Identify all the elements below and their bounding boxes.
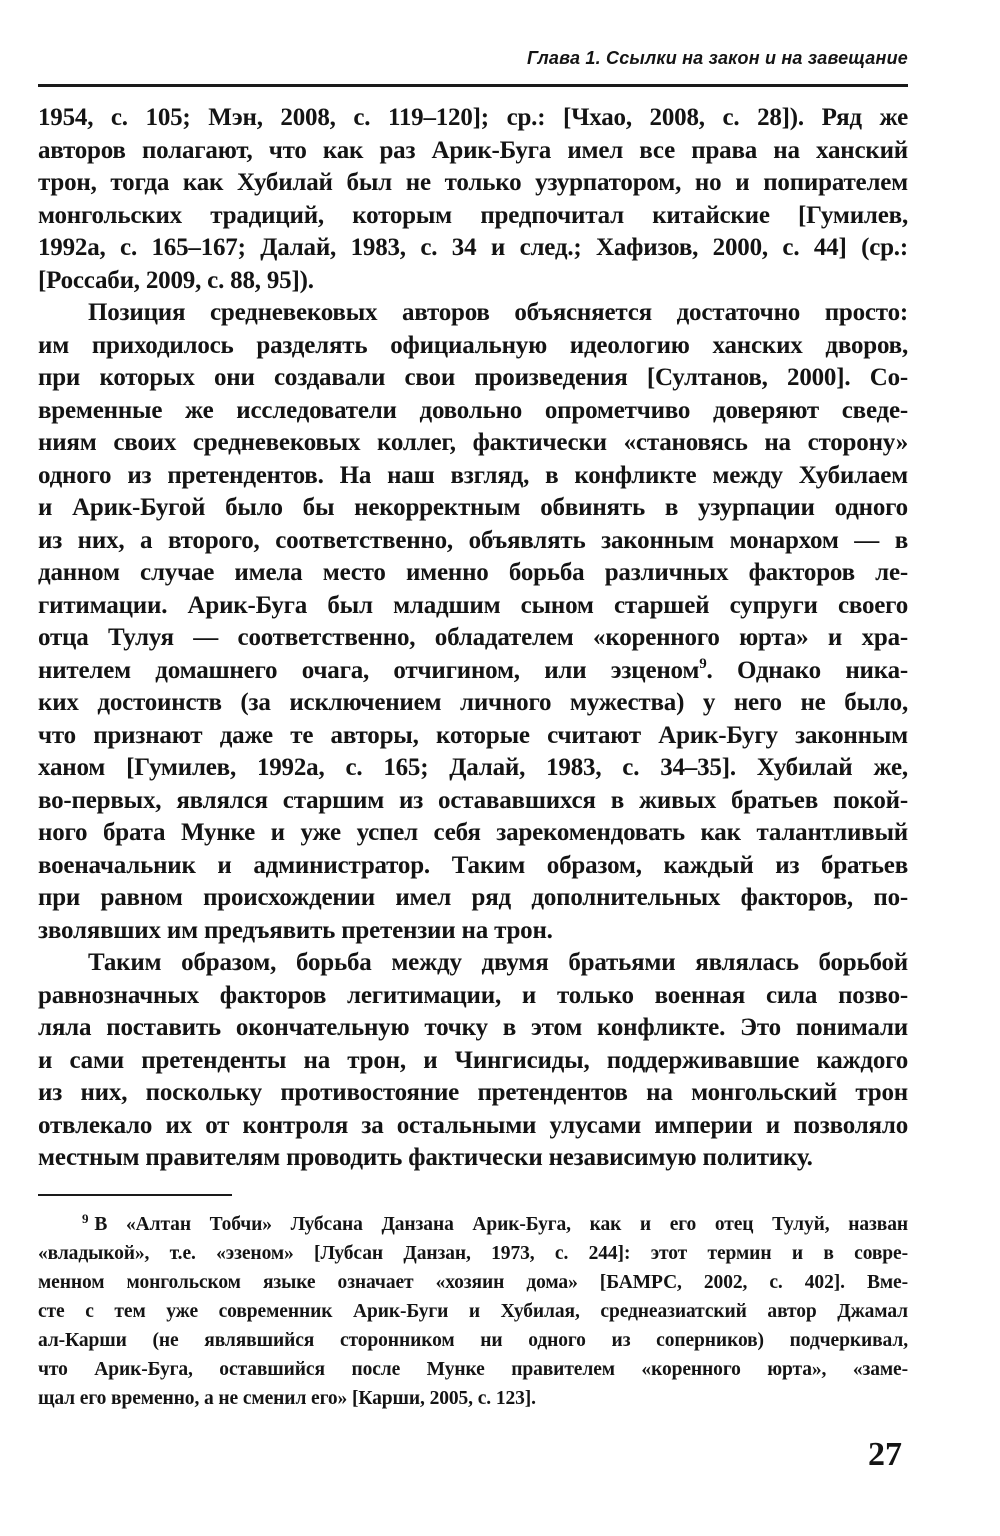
text-fragment: нителем домашнего очага, отчигином, или эзценом bbox=[38, 656, 700, 684]
footnote-line: что Арик-Буга, оставшийся после Мунке правителем «коренного юрта», «заме- bbox=[38, 1359, 908, 1380]
text-line: трон, тогда как Хубилай был не только узурпатором, но и попирателем bbox=[38, 169, 908, 196]
text-line: ханом [Гумилев, 1992а, с. 165; Далай, 1983, с. 34–35]. Хубилай же, bbox=[38, 754, 908, 781]
text-line: монгольских традиций, которым предпочитал китайские [Гумилев, bbox=[38, 201, 908, 229]
text-line: гитимации. Арик-Буга был младшим сыном старшей супруги своего bbox=[38, 591, 908, 619]
paragraph-3 bbox=[38, 947, 908, 1175]
text-line: местным правителям проводить фактически независимую политику. bbox=[38, 1144, 813, 1171]
text-line: отвлекало их от контроля за остальными улусами империи и позволяло bbox=[38, 1111, 908, 1139]
text-line: из них, а второго, соответственно, объявлять законным монархом — в bbox=[38, 526, 908, 554]
text-line: авторов полагают, что как раз Арик-Буга имел все права на ханский bbox=[38, 136, 908, 164]
text-line: из них, поскольку противостояние претендентов на монгольский трон bbox=[38, 1079, 908, 1106]
text-line: им приходилось разделять официальную идеологию ханских дворов, bbox=[38, 331, 908, 359]
footnote bbox=[38, 1210, 908, 1413]
footnote-line: менном монгольском языке означает «хозяин дома» [БАМРС, 2002, с. 402]. Вме- bbox=[38, 1272, 908, 1293]
footnote-line: ал-Карши (не являвшийся сторонником ни одного из соперников) подчеркивал, bbox=[38, 1330, 908, 1351]
header-rule bbox=[38, 84, 908, 87]
text-fragment: . Однако ника- bbox=[706, 656, 908, 684]
footnote-line: «владыкой», т.е. «эзеном» [Лубсан Данзан, 1973, с. 244]: этот термин и в совре- bbox=[38, 1243, 908, 1264]
text-line-with-footnote-ref bbox=[38, 655, 908, 688]
text-line: ляла поставить окончательную точку в этом конфликте. Это понимали bbox=[38, 1014, 908, 1041]
text-line: 1992а, с. 165–167; Далай, 1983, с. 34 и след.; Хафизов, 2000, с. 44] (ср.: bbox=[38, 234, 908, 261]
text-line: при равном происхождении имел ряд дополнительных факторов, по- bbox=[38, 884, 908, 911]
text-line: одного из претендентов. На наш взгляд, в конфликте между Хубилаем bbox=[38, 461, 908, 489]
text-line: зволявших им предъявить претензии на трон. bbox=[38, 916, 553, 944]
footnote-mark: 9 bbox=[82, 1211, 89, 1226]
footnote-text: В «Алтан Тобчи» Лубсана Данзана Арик-Буга, как и его отец Тулуй, назван bbox=[94, 1214, 908, 1235]
page-number: 27 bbox=[868, 1436, 902, 1473]
footnote-rule bbox=[38, 1194, 232, 1196]
footnote-reference[interactable]: 9 bbox=[699, 655, 707, 672]
footnote-line bbox=[38, 1210, 908, 1239]
text-line: военачальник и администратор. Таким образом, каждый из братьев bbox=[38, 851, 908, 879]
paragraph-2 bbox=[38, 297, 908, 947]
text-line: [Россаби, 2009, с. 88, 95]). bbox=[38, 266, 314, 294]
paragraph-1 bbox=[38, 102, 908, 297]
text-line: во-первых, являлся старшим из остававшихся в живых братьев покой- bbox=[38, 786, 908, 814]
text-line: ниям своих средневековых коллег, фактически «становясь на сторону» bbox=[38, 429, 908, 456]
text-line: что признают даже те авторы, которые считают Арик-Бугу законным bbox=[38, 721, 908, 749]
text-line: 1954, с. 105; Мэн, 2008, с. 119–120]; ср.: [Чхао, 2008, с. 28]). Ряд же bbox=[38, 104, 908, 131]
text-line: ного брата Мунке и уже успел себя зарекомендовать как талантливый bbox=[38, 819, 908, 846]
text-line: данном случае имела место именно борьба различных факторов ле- bbox=[38, 559, 908, 586]
running-head: Глава 1. Ссылки на закон и на завещание bbox=[526, 48, 908, 68]
text-line: Таким образом, борьба между двумя братьями являлась борьбой bbox=[88, 949, 908, 976]
text-line: отца Тулуя — соответственно, обладателем «коренного юрта» и хра- bbox=[38, 624, 908, 651]
text-line: и сами претенденты на трон, и Чингисиды, поддерживавшие каждого bbox=[38, 1046, 908, 1074]
body-text bbox=[38, 102, 908, 1175]
text-line: равнозначных факторов легитимации, и только военная сила позво- bbox=[38, 981, 908, 1009]
footnote-line: сте с тем уже современник Арик-Буги и Хубилая, среднеазиатский автор Джамал bbox=[38, 1301, 908, 1322]
text-line: ких достоинств (за исключением личного мужества) у него не было, bbox=[38, 689, 908, 716]
text-line: временные же исследователи довольно опрометчиво доверяют сведе- bbox=[38, 396, 908, 424]
text-line: Позиция средневековых авторов объясняется достаточно просто: bbox=[88, 299, 908, 326]
footnote-line: щал его временно, а не сменил его» [Карши, 2005, с. 123]. bbox=[38, 1388, 536, 1409]
text-line: при которых они создавали свои произведения [Султанов, 2000]. Со- bbox=[38, 364, 908, 391]
text-line: и Арик-Бугой было бы некорректным обвинять в узурпации одного bbox=[38, 494, 908, 521]
